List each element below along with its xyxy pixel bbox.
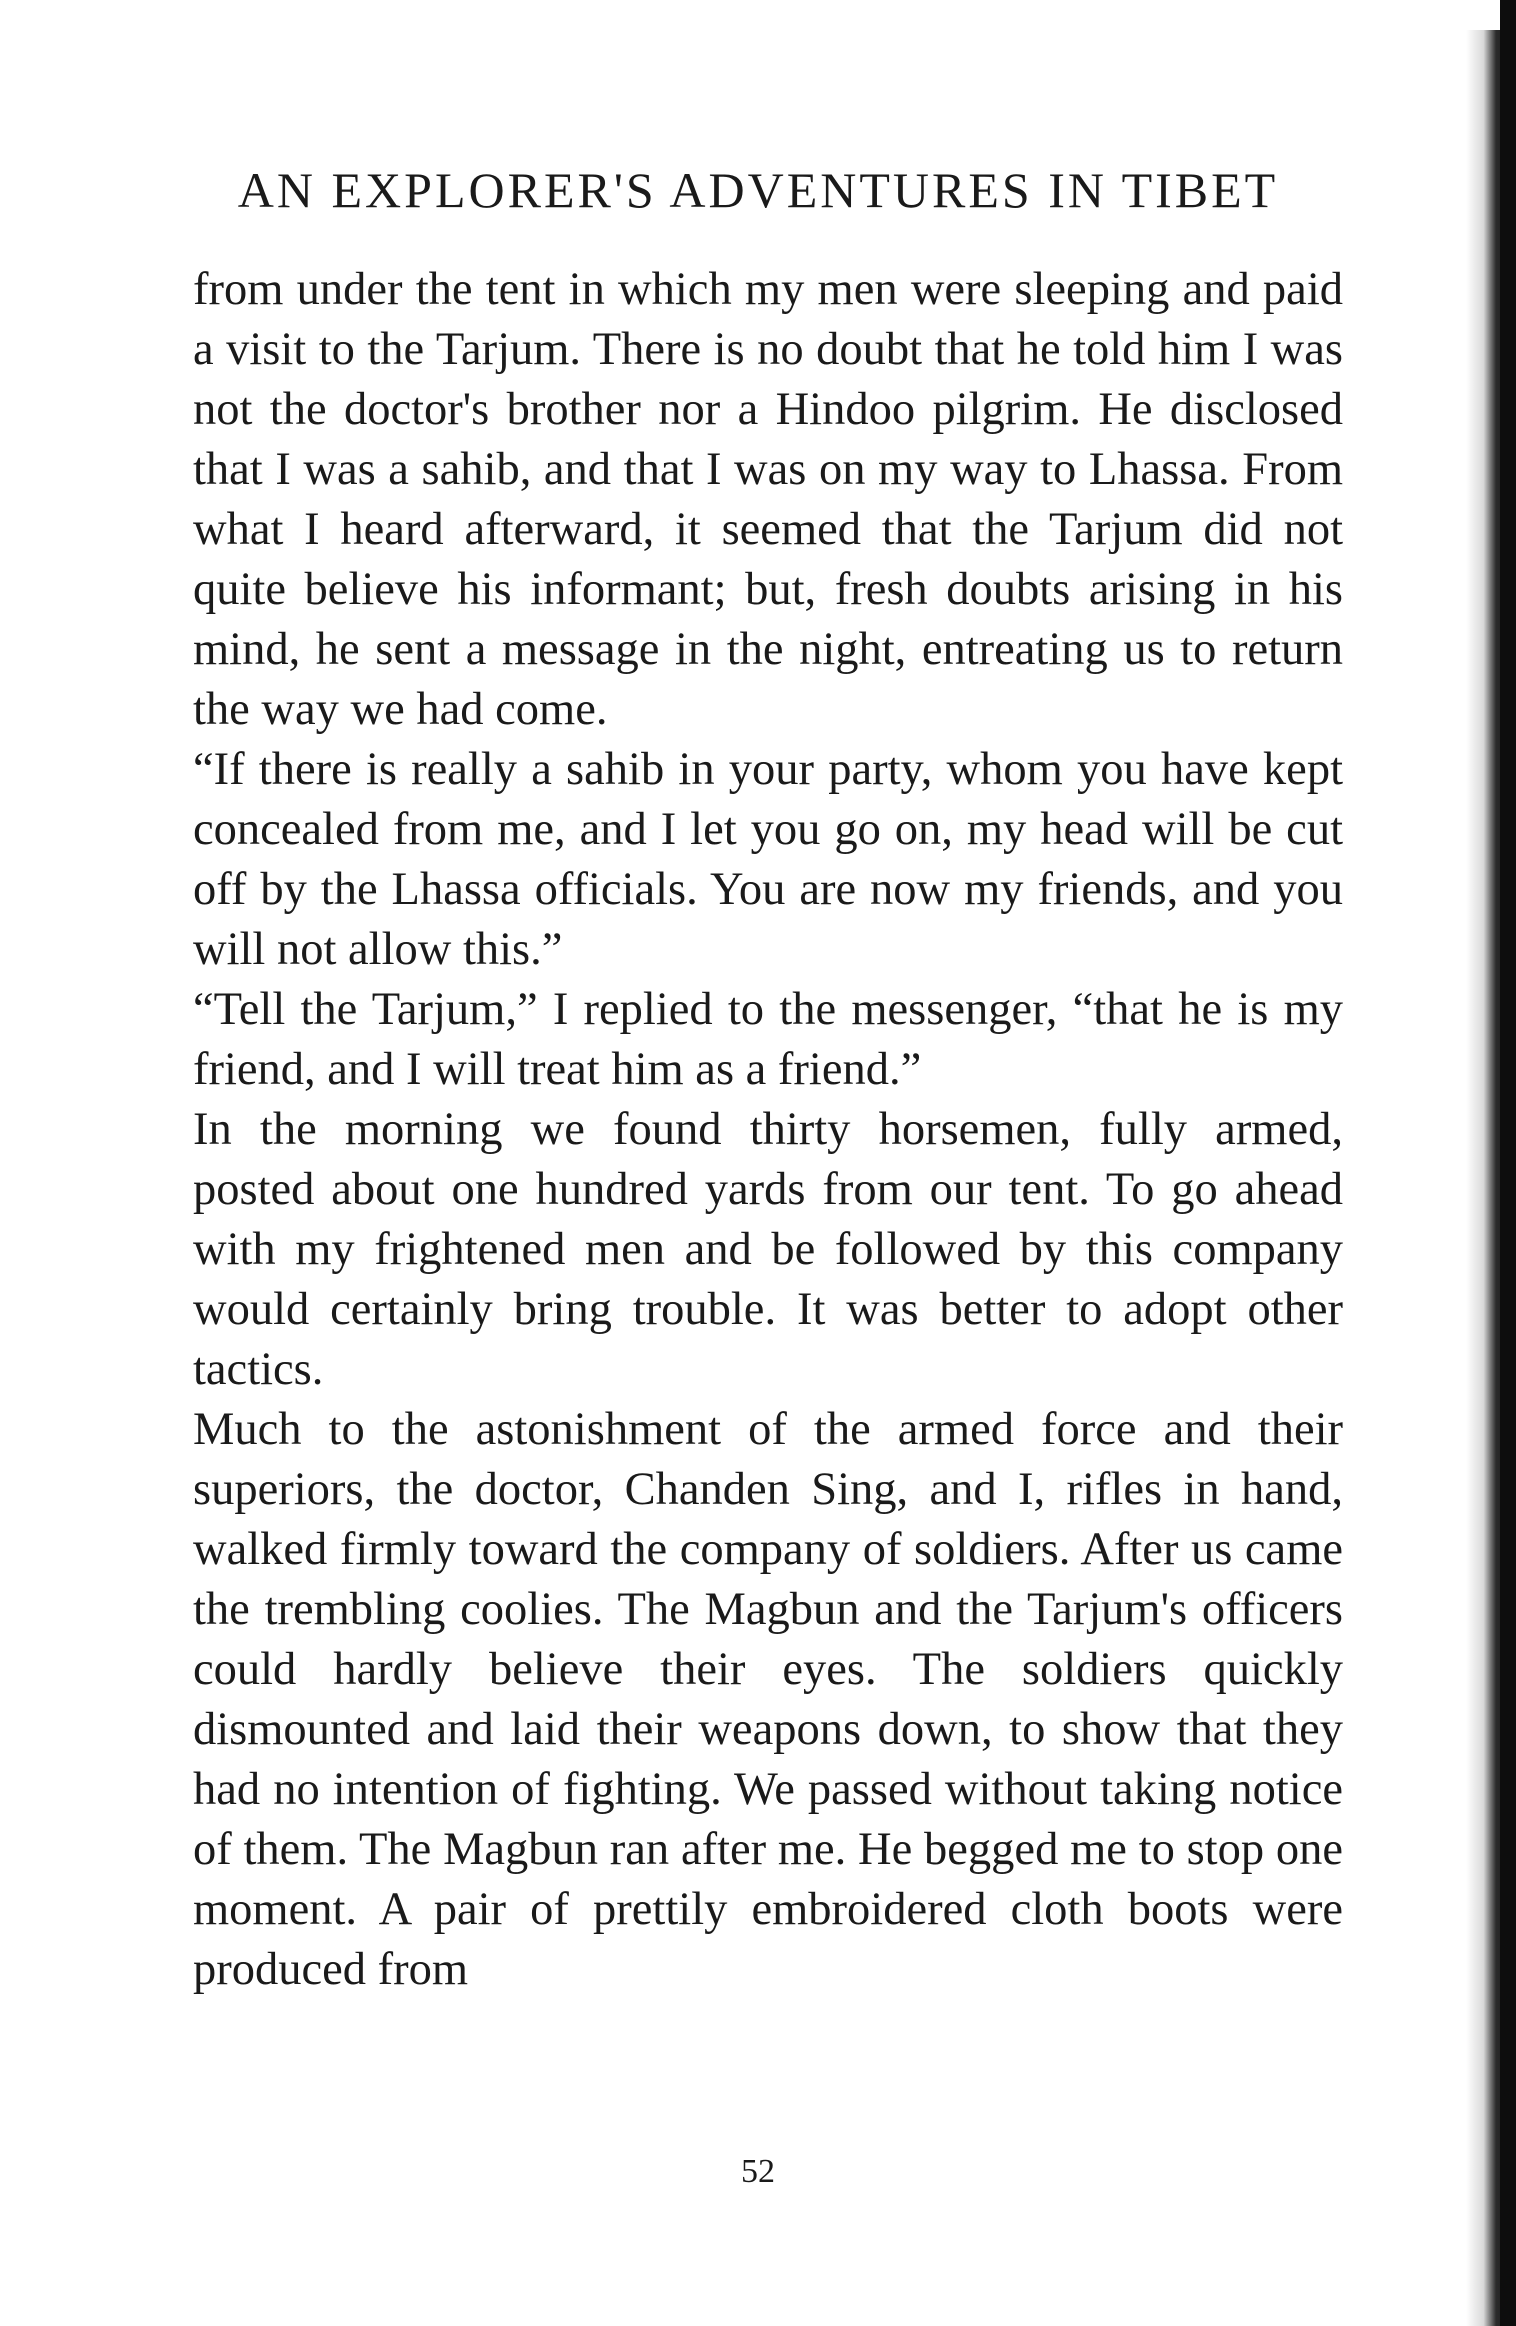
running-head: AN EXPLORER'S ADVENTURES IN TIBET	[237, 162, 1279, 218]
paragraph-1: from under the tent in which my men were sleeping and paid a visit to the Tarjum. There is no doubt that he told him I was not the doctor's brother nor a Hindoo pilgrim. He disclosed that I was a sahib, and that I was on my way to Lhassa. From what I heard afterward, it seemed that the Tarjum did not quite believe his informant; but, fresh doubts arising in his mind, he sent a message in the night, entreating us to return the way we had come.	[193, 264, 1343, 735]
paragraph-2: “If there is really a sahib in your party, whom you have kept concealed from me, and I let you go on, my head will be cut off by the Lhassa officials. You are now my friends, and you will not allow this.”	[193, 744, 1343, 975]
body-text	[193, 260, 1343, 2000]
paragraph-4: In the morning we found thirty horsemen, fully armed, posted about one hundred yards from our tent. To go ahead with my frightened men and be followed by this company would certainly bring trouble. It was better to adopt other tactics.	[193, 1104, 1343, 1395]
paragraph-3: “Tell the Tarjum,” I replied to the messenger, “that he is my friend, and I will treat him as a friend.”	[193, 984, 1343, 1095]
binding-shadow	[1500, 0, 1516, 2326]
page-number: 52	[741, 2153, 775, 2190]
paragraph-5: Much to the astonishment of the armed force and their superiors, the doctor, Chanden Sing, and I, rifles in hand, walked firmly toward the company of soldiers. After us came the trembling coolies. The Magbun and the Tarjum's officers could hardly believe their eyes. The soldiers quickly dismounted and laid their weapons down, to show that they had no intention of fighting. We passed without taking notice of them. The Magbun ran after me. He begged me to stop one moment. A pair of prettily embroidered cloth boots were produced from	[193, 1404, 1343, 1995]
